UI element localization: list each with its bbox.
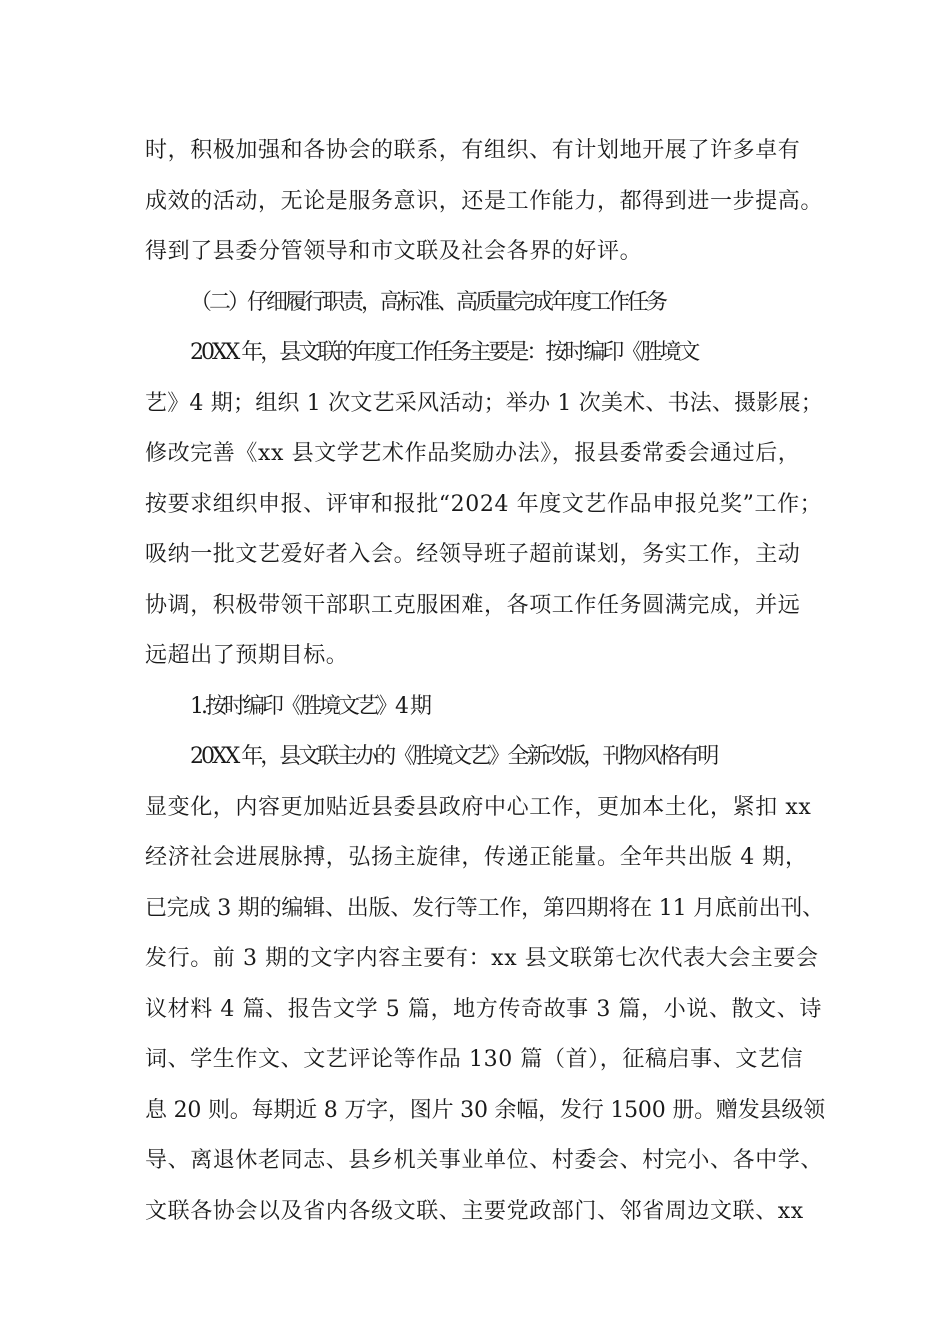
paragraph-start-line: 20XX 年，县文联主办的《胜境文艺》全新改版，刊物风格有明	[190, 744, 717, 769]
text-line: 显变化，内容更加贴近县委县政府中心工作，更加本土化，紧扣 xx	[145, 795, 812, 820]
text-line: 艺》4 期；组织 1 次文艺采风活动；举办 1 次美术、书法、摄影展；	[145, 391, 823, 416]
text-line: 协调，积极带领干部职工克服困难，各项工作任务圆满完成，并远	[145, 593, 801, 618]
section-heading: （二）仔细履行职责，高标准、高质量完成年度工作任务	[190, 290, 666, 315]
text-line: 远超出了预期目标。	[145, 643, 349, 668]
text-line: 文联各协会以及省内各级文联、主要党政部门、邻省周边文联、xx	[145, 1199, 804, 1224]
text-line: 词、学生作文、文艺评论等作品 130 篇（首），征稿启事、文艺信	[145, 1047, 804, 1072]
text-line: 已完成 3 期的编辑、出版、发行等工作，第四期将在 11 月底前出刊、	[145, 896, 824, 921]
text-line: 经济社会进展脉搏，弘扬主旋律，传递正能量。全年共出版 4 期，	[145, 845, 808, 870]
text-line: 导、离退休老同志、县乡机关事业单位、村委会、村完小、各中学、	[145, 1148, 824, 1173]
text-line: 得到了县委分管领导和市文联及社会各界的好评。	[145, 239, 643, 264]
text-line: 议材料 4 篇、报告文学 5 篇，地方传奇故事 3 篇，小说、散文、诗	[145, 997, 822, 1022]
text-line: 吸纳一批文艺爱好者入会。经领导班子超前谋划，务实工作，主动	[145, 542, 801, 567]
subsection-heading: 1.按时编印《胜境文艺》4 期	[190, 694, 429, 719]
text-line: 时，积极加强和各协会的联系，有组织、有计划地开展了许多卓有	[145, 138, 801, 163]
text-line: 发行。前 3 期的文字内容主要有：xx 县文联第七次代表大会主要会	[145, 946, 819, 971]
text-line: 按要求组织申报、评审和报批“2024 年度文艺作品申报兑奖”工作；	[145, 492, 823, 517]
paragraph-start-line: 20XX 年，县文联的年度工作任务主要是：按时编印《胜境文	[190, 340, 698, 365]
text-line: 修改完善《xx 县文学艺术作品奖励办法》，报县委常委会通过后，	[145, 441, 801, 466]
text-line: 成效的活动，无论是服务意识，还是工作能力，都得到进一步提高。	[145, 189, 824, 214]
text-line: 息 20 则。每期近 8 万字，图片 30 余幅，发行 1500 册。赠发县级领	[145, 1098, 825, 1123]
